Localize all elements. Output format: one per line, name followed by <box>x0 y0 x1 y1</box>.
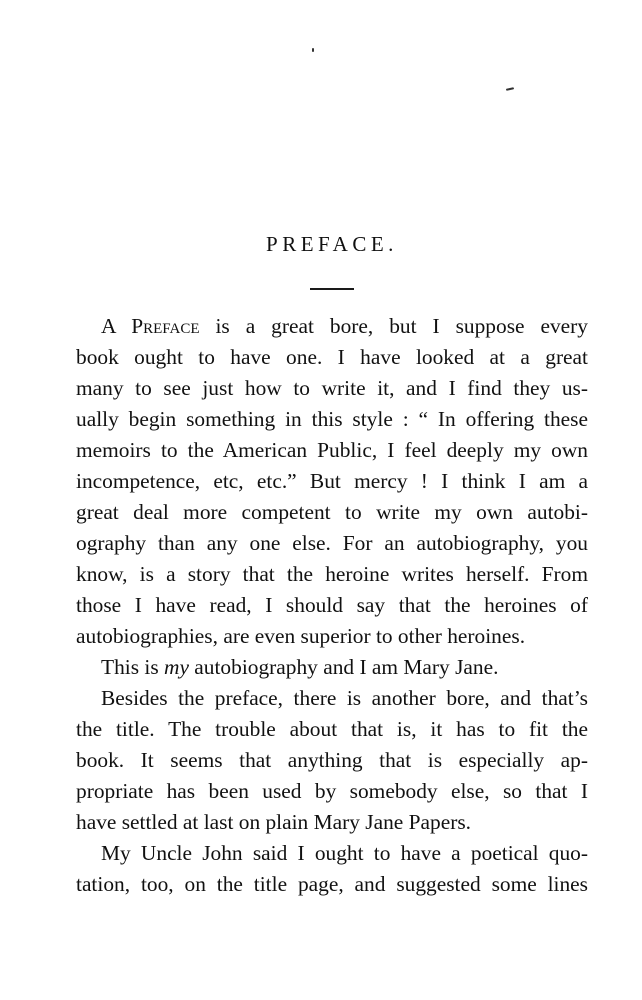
text-line: the title. The trouble about that is, it has to fit the <box>76 717 588 741</box>
text-line: have settled at last on plain Mary Jane Papers. <box>76 810 472 834</box>
page-speck <box>312 48 314 52</box>
text-line: autobiographies, are even superior to other heroines. <box>76 624 526 648</box>
text-line: incompetence, etc, etc.” But mercy ! I think I am a <box>76 469 588 493</box>
text-line: book ought to have one. I have looked at a great <box>76 345 588 369</box>
emphasized-word: my <box>164 655 189 679</box>
preface-body <box>76 311 588 900</box>
text-line: many to see just how to write it, and I find they us- <box>76 376 588 400</box>
text-line: great deal more competent to write my own autobi- <box>76 500 588 524</box>
small-caps-word: Preface <box>131 314 200 338</box>
text-line: This is my autobiography and I am Mary Jane. <box>101 655 499 679</box>
text-line: ually begin something in this style : “ In offering these <box>76 407 588 431</box>
text-line: propriate has been used by somebody else, so that I <box>76 779 588 803</box>
text-line: ography than any one else. For an autobiography, you <box>76 531 588 555</box>
text-line: My Uncle John said I ought to have a poetical quo- <box>101 841 588 865</box>
page-speck <box>506 87 514 91</box>
title-rule <box>310 288 354 290</box>
text-line: those I have read, I should say that the heroines of <box>76 593 588 617</box>
text-line: A Preface is a great bore, but I suppose every <box>101 314 588 338</box>
text-line: know, is a story that the heroine writes herself. From <box>76 562 588 586</box>
text-line: book. It seems that anything that is especially ap- <box>76 748 588 772</box>
text-line: tation, too, on the title page, and suggested some lines <box>76 872 588 896</box>
text-line: memoirs to the American Public, I feel deeply my own <box>76 438 588 462</box>
text-line: Besides the preface, there is another bore, and that’s <box>101 686 588 710</box>
page-title: PREFACE. <box>266 232 398 256</box>
